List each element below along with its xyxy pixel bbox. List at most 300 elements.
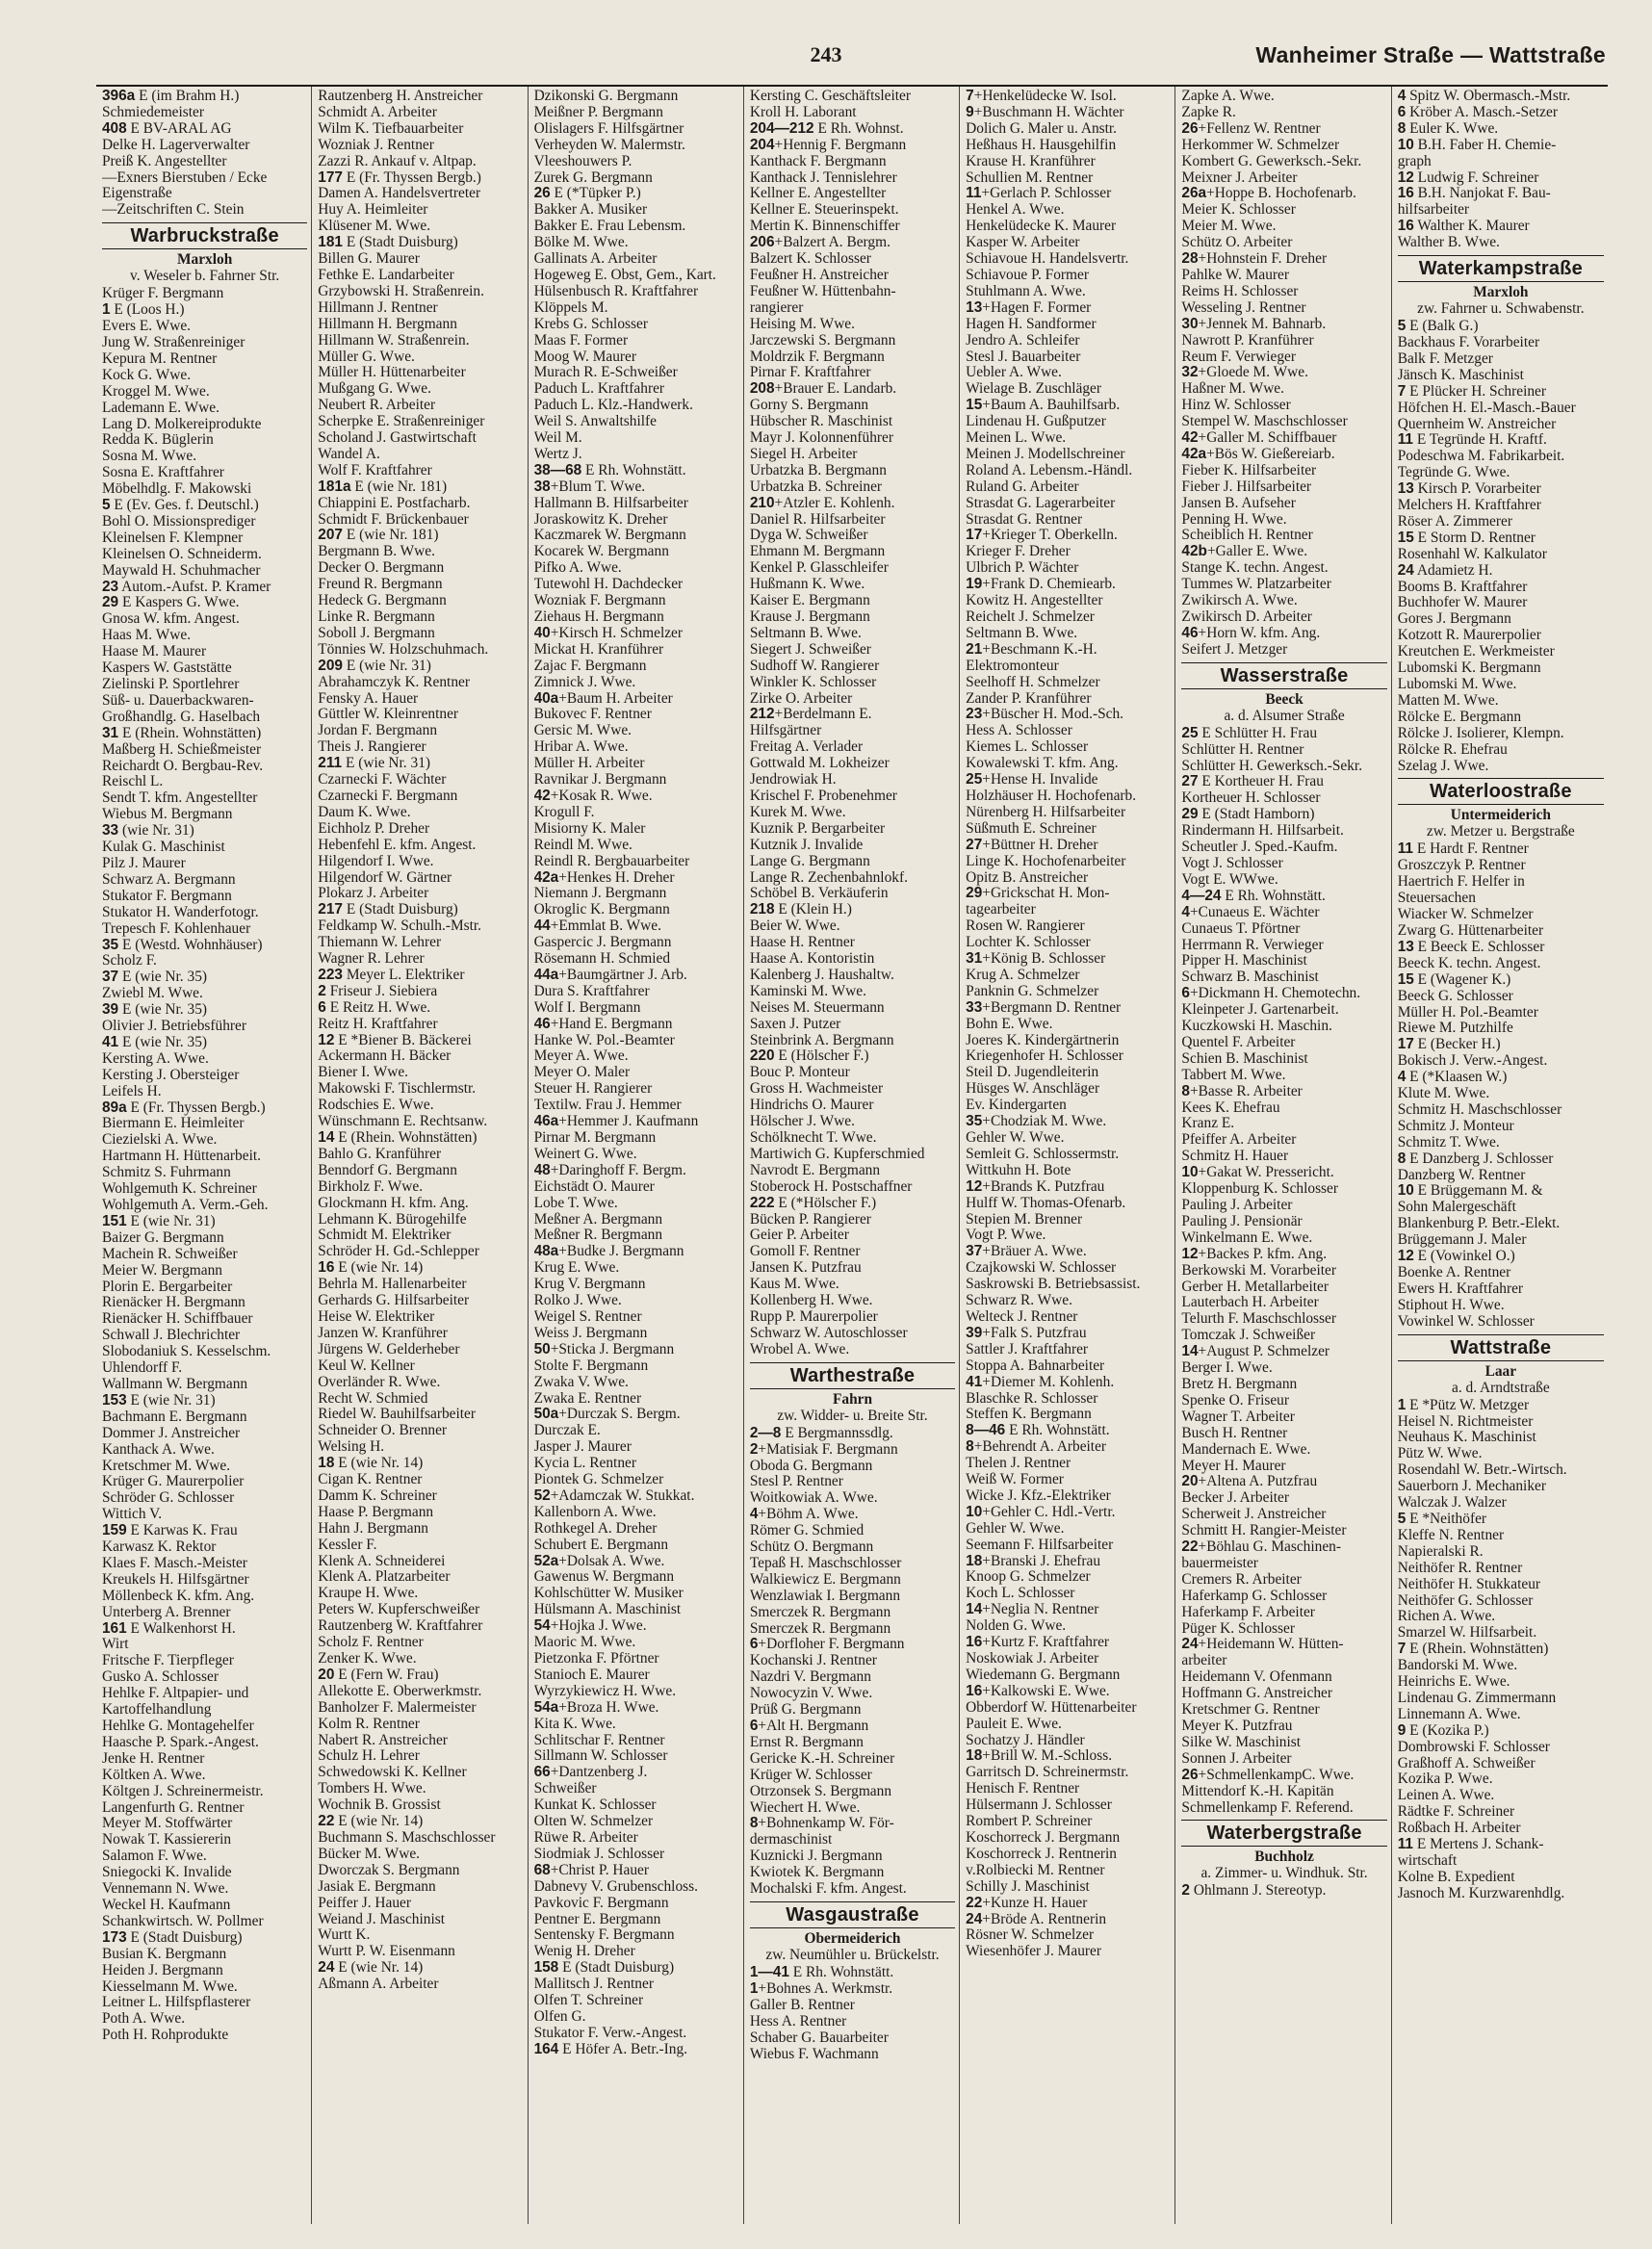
- directory-entry: Maywald H. Schuhmacher: [102, 562, 261, 579]
- directory-entry: 39+Falk S. Putzfrau: [966, 1325, 1087, 1341]
- house-number: 31: [966, 951, 983, 968]
- directory-entry: Vennemann N. Wwe.: [102, 1881, 229, 1898]
- house-number: 6: [1181, 986, 1190, 1002]
- directory-entry: Hess A. Rentner: [749, 2013, 847, 2029]
- directory-entry: Mallitsch J. Rentner: [533, 1977, 654, 1993]
- directory-entry: Kepura M. Rentner: [102, 350, 218, 367]
- directory-entry: Krüger G. Maurerpolier: [102, 1474, 245, 1490]
- directory-entry: Pirnar F. Kraftfahrer: [749, 365, 871, 381]
- directory-entry: Zazzi R. Ankauf v. Altpap.: [318, 153, 477, 169]
- directory-entry: Jendrowiak H.: [749, 772, 837, 788]
- street-title: Warbruckstraße: [102, 222, 307, 249]
- directory-column: [529, 87, 744, 2224]
- directory-entry: Kita K. Wwe.: [533, 1716, 616, 1732]
- directory-column: [312, 87, 528, 2224]
- directory-entry: Reichelt J. Schmelzer: [966, 609, 1095, 625]
- directory-entry: Haase A. Kontoristin: [749, 951, 875, 968]
- directory-entry: Kutznik J. Invalide: [749, 837, 864, 853]
- directory-entry: Stanioch E. Maurer: [533, 1667, 650, 1683]
- directory-entry: Kenkel P. Glasschleifer: [749, 560, 889, 577]
- directory-entry: Richen A. Wwe.: [1397, 1609, 1496, 1625]
- directory-entry: Cigan K. Rentner: [318, 1472, 423, 1488]
- running-head: Wanheimer Straße — Wattstraße: [1255, 42, 1606, 67]
- directory-entry: Stoberock H. Postschaffner: [749, 1178, 913, 1195]
- directory-entry: Henkelüdecke K. Maurer: [966, 219, 1117, 235]
- house-number: 211: [318, 756, 343, 772]
- directory-entry: 9+Buschmann H. Wächter: [966, 104, 1124, 120]
- directory-entry: Elektromonteur: [966, 658, 1059, 674]
- directory-entry: Seifert J. Metzger: [1181, 641, 1288, 658]
- directory-entry: Reims H. Schlosser: [1181, 283, 1299, 299]
- directory-entry: Hilgendorf I. Wwe.: [318, 853, 434, 869]
- house-number: 50: [533, 1341, 551, 1357]
- directory-entry: Plorin E. Bergarbeiter: [102, 1279, 233, 1295]
- directory-entry: 16+Kurtz F. Kraftfahrer: [966, 1635, 1110, 1651]
- directory-column: [960, 87, 1175, 2224]
- directory-entry: Stiphout H. Wwe.: [1397, 1297, 1505, 1313]
- directory-entry: Schütz O. Bergmann: [749, 1539, 874, 1556]
- directory-entry: Jürgens W. Gelderheber: [318, 1341, 460, 1357]
- directory-entry: 4+Böhm A. Wwe.: [749, 1507, 859, 1523]
- directory-entry: Gross H. Wachmeister: [749, 1081, 884, 1098]
- directory-entry: Jasper J. Maurer: [533, 1439, 632, 1456]
- street-location: a. d. Arndtstraße: [1451, 1379, 1550, 1396]
- directory-entry: 8 Euler K. Wwe.: [1397, 120, 1499, 137]
- directory-entry: Sendt T. kfm. Angestellter: [102, 790, 258, 807]
- house-number: 11: [966, 186, 982, 202]
- house-number: 7: [1397, 1642, 1407, 1658]
- directory-entry: Kartoffelhandlung: [102, 1702, 212, 1719]
- house-number: 37: [966, 1244, 983, 1260]
- directory-entry: Rienäcker H. Bergmann: [102, 1295, 245, 1311]
- house-number: 24: [318, 1960, 335, 1977]
- directory-entry: 29 E (Stadt Hamborn): [1181, 807, 1315, 823]
- directory-entry: 177 E (Fr. Thyssen Bergb.): [318, 169, 481, 186]
- directory-entry: Rosenhahl W. Kalkulator: [1397, 546, 1547, 562]
- directory-entry: Zwiebl M. Wwe.: [102, 986, 203, 1002]
- directory-entry: Zwikirsch D. Arbeiter: [1181, 609, 1312, 625]
- directory-entry: Römer G. Schmied: [749, 1523, 865, 1539]
- directory-entry: Jarczewski S. Bergmann: [749, 332, 896, 349]
- house-number: 16: [1397, 186, 1414, 202]
- directory-entry: Tomczak J. Schweißer: [1181, 1328, 1316, 1344]
- directory-entry: Schröder H. Gd.-Schlepper: [318, 1244, 479, 1260]
- directory-entry: Scheutler J. Sped.-Kaufm.: [1181, 840, 1338, 856]
- directory-entry: Wirt: [102, 1637, 129, 1653]
- house-number: 4: [1397, 89, 1407, 104]
- directory-entry: Steil D. Jugendleiterin: [966, 1065, 1099, 1081]
- directory-entry: Stukator H. Wanderfotogr.: [102, 904, 259, 920]
- directory-entry: Scherweit J. Anstreicher: [1181, 1507, 1327, 1523]
- directory-entry: Semleit G. Schlossermstr.: [966, 1146, 1120, 1162]
- directory-entry: 9 E (Kozika P.): [1397, 1722, 1489, 1739]
- street-title: Warthestraße: [750, 1362, 955, 1389]
- directory-entry: Zajac F. Bergmann: [533, 658, 647, 674]
- directory-entry: 209 E (wie Nr. 31): [318, 658, 431, 674]
- directory-entry: 52+Adamczak W. Stukkat.: [533, 1487, 695, 1504]
- directory-entry: Hüsges W. Anschläger: [966, 1081, 1100, 1098]
- directory-entry: Graßhoff A. Schweißer: [1397, 1755, 1536, 1771]
- house-number: 2: [749, 1441, 759, 1458]
- directory-entry: Martiwich G. Kupferschmied: [749, 1146, 925, 1162]
- directory-entry: Neithöfer R. Rentner: [1397, 1560, 1523, 1576]
- house-number: 10: [1397, 137, 1414, 153]
- directory-entry: Kuznik P. Bergarbeiter: [749, 820, 886, 837]
- directory-entry: Strasdat G. Rentner: [966, 511, 1083, 528]
- directory-entry: Rüwe R. Arbeiter: [533, 1829, 638, 1846]
- directory-entry: Kotzott R. Maurerpolier: [1397, 628, 1541, 644]
- directory-entry: Haase M. Maurer: [102, 644, 207, 660]
- directory-entry: 396a E (im Brahm H.): [102, 89, 240, 104]
- house-number: 6: [749, 1719, 759, 1734]
- directory-entry: 40a+Baum H. Arbeiter: [533, 690, 673, 707]
- directory-entry: Hülsermann J. Schlosser: [966, 1797, 1112, 1814]
- directory-entry: Röser A. Zimmerer: [1397, 513, 1512, 530]
- directory-entry: Vogt E. WWwe.: [1181, 871, 1278, 888]
- directory-entry: Oboda G. Bergmann: [749, 1458, 873, 1474]
- directory-entry: 38—68 E Rh. Wohnstätt.: [533, 462, 686, 478]
- directory-entry: 5 E (Balk G.): [1397, 319, 1479, 335]
- house-number: 159: [102, 1523, 127, 1539]
- directory-entry: Schütz O. Arbeiter: [1181, 235, 1293, 251]
- directory-entry: Kock G. Wwe.: [102, 367, 192, 383]
- directory-entry: Költgen J. Schreinermeistr.: [102, 1783, 264, 1799]
- directory-entry: Czarnecki F. Wächter: [318, 772, 447, 788]
- directory-entry: Linge K. Hochofenarbeiter: [966, 853, 1126, 869]
- house-number: 38—68: [533, 462, 582, 478]
- directory-entry: 28+Hohnstein F. Dreher: [1181, 251, 1328, 268]
- directory-entry: 37+Bräuer A. Wwe.: [966, 1244, 1087, 1260]
- directory-entry: Gaspercic J. Bergmann: [533, 935, 672, 951]
- directory-entry: 12+Brands K. Putzfrau: [966, 1178, 1105, 1195]
- directory-entry: Kiesselmann M. Wwe.: [102, 1978, 238, 1995]
- house-number: 181: [318, 235, 343, 251]
- directory-entry: Kaiser E. Bergmann: [749, 593, 870, 609]
- house-number: 6: [1397, 104, 1407, 120]
- street-location: v. Weseler b. Fahrner Str.: [130, 268, 280, 285]
- directory-entry: Heiden J. Bergmann: [102, 1962, 223, 1978]
- directory-entry: Klöppels M.: [533, 299, 608, 316]
- directory-entry: 151 E (wie Nr. 31): [102, 1213, 216, 1229]
- house-number: 54: [533, 1618, 551, 1635]
- directory-entry: Ziehaus H. Bergmann: [533, 609, 664, 625]
- house-number: 24: [1397, 562, 1414, 579]
- directory-entry: Feußner H. Anstreicher: [749, 267, 889, 283]
- house-number: 158: [533, 1960, 559, 1977]
- directory-entry: 181a E (wie Nr. 181): [318, 478, 448, 495]
- street-header: [1398, 1334, 1604, 1396]
- directory-entry: Lange R. Zechenbahnlokf.: [749, 869, 908, 886]
- house-number: 220: [749, 1048, 775, 1065]
- directory-entry: Kurek M. Wwe.: [749, 804, 846, 820]
- directory-entry: Joeres K. Kindergärtnerin: [966, 1032, 1120, 1048]
- directory-entry: 42b+Galler E. Wwe.: [1181, 544, 1308, 560]
- directory-entry: Höfchen H. El.-Masch.-Bauer: [1397, 400, 1576, 416]
- directory-entry: Hribar A. Wwe.: [533, 739, 629, 756]
- directory-entry: Pietzonka F. Pförtner: [533, 1651, 659, 1667]
- directory-entry: 52a+Dolsak A. Wwe.: [533, 1553, 665, 1569]
- directory-entry: Sochatzy J. Händler: [966, 1732, 1085, 1748]
- district-label: Buchholz: [1254, 1848, 1314, 1866]
- directory-entry: Steuersachen: [1397, 891, 1476, 907]
- directory-entry: Pahlke W. Maurer: [1181, 267, 1289, 283]
- directory-entry: Schmidt F. Brückenbauer: [318, 511, 469, 528]
- directory-entry: Tutewohl H. Dachdecker: [533, 577, 684, 593]
- directory-entry: Hahn J. Bergmann: [318, 1520, 428, 1537]
- directory-entry: Wurtt K.: [318, 1927, 371, 1944]
- directory-entry: v.Rolbiecki M. Rentner: [966, 1862, 1105, 1878]
- directory-entry: 68+Christ P. Hauer: [533, 1862, 649, 1878]
- directory-entry: Hillmann H. Bergmann: [318, 316, 457, 332]
- directory-entry: Berger I. Wwe.: [1181, 1360, 1273, 1377]
- directory-entry: Haertrich F. Helfer in: [1397, 874, 1525, 891]
- directory-entry: Olten W. Schmelzer: [533, 1814, 654, 1830]
- directory-entry: Haferkamp G. Schlosser: [1181, 1588, 1328, 1604]
- directory-entry: Soboll J. Bergmann: [318, 625, 435, 641]
- directory-entry: Bandorski M. Wwe.: [1397, 1658, 1518, 1674]
- directory-entry: 41+Diemer M. Kohlenh.: [966, 1374, 1115, 1390]
- directory-entry: Nawrott P. Kranführer: [1181, 332, 1314, 349]
- directory-entry: Bücker M. Wwe.: [318, 1846, 420, 1862]
- directory-entry: 8+Bohnenkamp W. För-: [749, 1816, 894, 1832]
- directory-entry: Klaes F. Masch.-Meister: [102, 1555, 247, 1571]
- directory-entry: Joraskowitz K. Dreher: [533, 511, 668, 528]
- directory-entry: Schulz H. Lehrer: [318, 1748, 420, 1765]
- district-label: Marxloh: [1473, 284, 1529, 301]
- directory-entry: Tombers H. Wwe.: [318, 1781, 426, 1797]
- directory-entry: Müller H. Hüttenarbeiter: [318, 365, 466, 381]
- directory-entry: Smerczek R. Bergmann: [749, 1604, 891, 1620]
- directory-entry: Steffen K. Bergmann: [966, 1407, 1092, 1423]
- house-number: 5: [1397, 1511, 1407, 1527]
- directory-entry: Decker O. Bergmann: [318, 560, 445, 577]
- directory-entry: Boenke A. Rentner: [1397, 1265, 1511, 1280]
- directory-entry: 2 Friseur J. Siebiera: [318, 983, 438, 999]
- directory-entry: Hölscher J. Wwe.: [749, 1114, 855, 1130]
- street-title: Waterloostraße: [1398, 778, 1604, 805]
- directory-entry: Ehmann M. Bergmann: [749, 544, 886, 560]
- directory-entry: 31 E (Rhein. Wohnstätten): [102, 725, 262, 741]
- directory-entry: Zurek G. Bergmann: [533, 169, 653, 186]
- directory-entry: Mertin K. Binnenschiffer: [749, 219, 900, 235]
- directory-entry: Wittkuhn H. Bote: [966, 1162, 1071, 1178]
- directory-entry: Welsing H.: [318, 1439, 385, 1456]
- directory-entry: Trepesch F. Kohlenhauer: [102, 920, 251, 937]
- directory-entry: Poth A. Wwe.: [102, 2011, 186, 2028]
- directory-entry: Kroggel M. Wwe.: [102, 383, 210, 400]
- directory-entry: Pirnar M. Bergmann: [533, 1130, 657, 1146]
- directory-entry: 218 E (Klein H.): [749, 902, 852, 918]
- directory-entry: Kocarek W. Bergmann: [533, 544, 669, 560]
- house-number: 28: [1181, 251, 1199, 268]
- directory-entry: hilfsarbeiter: [1397, 202, 1470, 219]
- directory-entry: 42a+Henkes H. Dreher: [533, 869, 675, 886]
- directory-entry: Hallmann B. Hilfsarbeiter: [533, 495, 688, 511]
- house-number: 209: [318, 658, 343, 674]
- house-number: 12: [1181, 1246, 1199, 1262]
- directory-entry: 20+Altena A. Putzfrau: [1181, 1474, 1318, 1490]
- directory-entry: Kaspers W. Gaststätte: [102, 660, 232, 677]
- directory-entry: Scholz F.: [102, 953, 157, 969]
- directory-entry: Rösemann H. Schmied: [533, 951, 671, 968]
- directory-entry: Fensky A. Hauer: [318, 690, 419, 707]
- directory-entry: Beeck G. Schlosser: [1397, 988, 1513, 1004]
- page-number: 243: [810, 42, 842, 66]
- house-number: 10: [1181, 1165, 1199, 1181]
- directory-entry: Jung W. Straßenreiniger: [102, 334, 245, 350]
- directory-entry: Blankenburg P. Betr.-Elekt.: [1397, 1216, 1561, 1232]
- directory-entry: Klute M. Wwe.: [1397, 1086, 1490, 1102]
- house-number: 16: [318, 1260, 335, 1277]
- directory-entry: Lademann E. Wwe.: [102, 400, 219, 416]
- directory-entry: Hehlke F. Altpapier- und: [102, 1686, 249, 1702]
- directory-entry: Gehler W. Wwe.: [966, 1520, 1065, 1537]
- directory-entry: Dabnevy V. Grubenschloss.: [533, 1878, 698, 1895]
- directory-entry: Maoric M. Wwe.: [533, 1635, 636, 1651]
- directory-entry: Herkommer W. Schmelzer: [1181, 137, 1340, 153]
- house-number: 18: [966, 1553, 983, 1569]
- house-number: 48a: [533, 1244, 559, 1260]
- directory-entry: Wolf I. Bergmann: [533, 999, 641, 1016]
- directory-entry: Walther B. Wwe.: [1397, 235, 1500, 251]
- directory-entry: Czajkowski W. Schlosser: [966, 1260, 1117, 1277]
- house-number: 1: [1397, 1397, 1407, 1413]
- directory-entry: Buchmann S. Maschschlosser: [318, 1829, 496, 1846]
- directory-entry: 26+Fellenz W. Rentner: [1181, 120, 1321, 137]
- directory-entry: 25+Hense H. Invalide: [966, 772, 1098, 788]
- directory-entry: Kellner E. Steuerinspekt.: [749, 202, 899, 219]
- directory-entry: Nowocyzin V. Wwe.: [749, 1686, 873, 1702]
- house-number: 50a: [533, 1407, 559, 1423]
- directory-entry: Winkler K. Schlosser: [749, 674, 877, 690]
- directory-entry: Roßbach H. Arbeiter: [1397, 1821, 1521, 1837]
- directory-entry: Zwarg G. Hüttenarbeiter: [1397, 922, 1544, 939]
- directory-entry: Wyrzykiewicz H. Wwe.: [533, 1683, 677, 1699]
- directory-entry: Billen G. Maurer: [318, 251, 420, 268]
- directory-entry: 6 E Reitz H. Wwe.: [318, 999, 431, 1016]
- directory-entry: Leinen A. Wwe.: [1397, 1788, 1495, 1804]
- district-label: Laar: [1484, 1362, 1517, 1380]
- directory-entry: Schweißer: [533, 1781, 597, 1797]
- directory-entry: Zander P. Kranführer: [966, 690, 1092, 707]
- directory-entry: graph: [1397, 153, 1432, 169]
- street-header: [1398, 778, 1604, 840]
- directory-entry: Henkel A. Wwe.: [966, 202, 1065, 219]
- directory-entry: wirtschaft: [1397, 1853, 1458, 1869]
- directory-entry: 217 E (Stadt Duisburg): [318, 902, 458, 918]
- directory-entry: 4—24 E Rh. Wohnstätt.: [1181, 888, 1326, 904]
- directory-entry: Kleinpeter J. Gartenarbeit.: [1181, 1002, 1339, 1019]
- directory-entry: Schmidt M. Elektriker: [318, 1228, 452, 1244]
- house-number: 25: [966, 772, 983, 788]
- house-number: 89a: [102, 1099, 127, 1116]
- directory-entry: Kreukels H. Hilfsgärtner: [102, 1571, 249, 1588]
- directory-entry: Meyer O. Maler: [533, 1065, 631, 1081]
- directory-entry: Roland A. Lebensm.-Händl.: [966, 462, 1133, 478]
- directory-entry: 220 E (Hölscher F.): [749, 1048, 869, 1065]
- directory-entry: Schlütter H. Gewerksch.-Sekr.: [1181, 758, 1363, 774]
- directory-entry: 14+Neglia N. Rentner: [966, 1602, 1099, 1618]
- directory-entry: Knoop G. Schmelzer: [966, 1569, 1091, 1586]
- directory-entry: Lang D. Molkereiprodukte: [102, 416, 262, 432]
- directory-entry: Bukovec F. Rentner: [533, 707, 652, 723]
- house-number: 33: [102, 823, 119, 840]
- directory-entry: 48+Daringhoff F. Bergm.: [533, 1162, 686, 1178]
- directory-entry: 29 E Kaspers G. Wwe.: [102, 595, 240, 611]
- house-number: 42a: [1181, 446, 1207, 462]
- directory-entry: Olfen T. Schreiner: [533, 1993, 644, 2009]
- directory-entry: Seltmann B. Wwe.: [966, 625, 1078, 641]
- directory-entry: Kasper W. Arbeiter: [966, 235, 1080, 251]
- district-label: Untermeiderich: [1450, 807, 1551, 824]
- directory-entry: Sonnen J. Arbeiter: [1181, 1750, 1292, 1767]
- directory-entry: Gores J. Bergmann: [1397, 611, 1511, 628]
- directory-entry: Kanthack F. Bergmann: [749, 153, 887, 169]
- district-label: Obermeiderich: [804, 1929, 901, 1947]
- directory-entry: Pavkovic F. Bergmann: [533, 1895, 669, 1911]
- directory-entry: Krug E. Wwe.: [533, 1260, 620, 1277]
- directory-entry: Schmellenkamp F. Referend.: [1181, 1799, 1354, 1816]
- directory-entry: Lange G. Bergmann: [749, 853, 870, 869]
- directory-entry: Mußgang G. Wwe.: [318, 381, 431, 398]
- directory-entry: Dolich G. Maler u. Anstr.: [966, 120, 1118, 137]
- directory-entry: Daniel R. Hilfsarbeiter: [749, 511, 886, 528]
- house-number: 52: [533, 1487, 551, 1504]
- directory-entry: Zirke O. Arbeiter: [749, 690, 853, 707]
- directory-entry: Dommer J. Anstreicher: [102, 1425, 241, 1441]
- directory-entry: Bouc P. Monteur: [749, 1065, 850, 1081]
- directory-entry: 12 E (Vowinkel O.): [1397, 1249, 1515, 1265]
- page-header: [0, 0, 1652, 67]
- directory-entry: Kochanski J. Rentner: [749, 1653, 877, 1669]
- directory-entry: Damen A. Handelsvertreter: [318, 186, 481, 202]
- directory-entry: 27+Büttner H. Dreher: [966, 837, 1098, 853]
- directory-entry: Ewers H. Kraftfahrer: [1397, 1280, 1524, 1297]
- directory-entry: Keul W. Kellner: [318, 1357, 415, 1374]
- directory-entry: Uebler A. Wwe.: [966, 365, 1062, 381]
- directory-entry: Hartmann H. Hüttenarbeit.: [102, 1149, 261, 1165]
- directory-entry: 210+Atzler E. Kohlenh.: [749, 495, 895, 511]
- directory-entry: Kaczmarek W. Bergmann: [533, 528, 686, 544]
- directory-entry: Bretz H. Bergmann: [1181, 1376, 1298, 1392]
- directory-entry: Wochnik B. Grossist: [318, 1797, 441, 1814]
- directory-entry: 39 E (wie Nr. 35): [102, 1002, 208, 1019]
- directory-entry: Rindermann H. Hilfsarbeit.: [1181, 823, 1344, 840]
- directory-entry: Reindl M. Wwe.: [533, 837, 632, 853]
- directory-entry: Hillmann W. Straßenrein.: [318, 332, 470, 349]
- directory-entry: 50a+Durczak S. Bergm.: [533, 1407, 681, 1423]
- directory-entry: Stoppa A. Bahnarbeiter: [966, 1357, 1105, 1374]
- directory-entry: Penning H. Wwe.: [1181, 511, 1287, 528]
- street-title: Wasgaustraße: [750, 1901, 955, 1928]
- directory-entry: Weil S. Anwaltshilfe: [533, 414, 657, 430]
- directory-entry: Sillmann W. Schlosser: [533, 1748, 668, 1765]
- directory-entry: Bakker A. Musiker: [533, 202, 648, 219]
- directory-entry: Poth H. Rohprodukte: [102, 2028, 229, 2044]
- directory-entry: Olfen G.: [533, 2008, 586, 2025]
- directory-entry: 1—41 E Rh. Wohnstätt.: [749, 1964, 894, 1980]
- house-number: 31: [102, 725, 119, 741]
- directory-entry: Püger K. Schlosser: [1181, 1620, 1295, 1637]
- directory-entry: Heise W. Elektriker: [318, 1308, 435, 1325]
- house-number: 39: [966, 1325, 983, 1341]
- house-number: 206: [749, 235, 775, 251]
- directory-entry: Meßner A. Bergmann: [533, 1211, 663, 1228]
- directory-entry: Weiss J. Bergmann: [533, 1325, 648, 1341]
- directory-entry: Koschorreck J. Rentnerin: [966, 1846, 1117, 1862]
- directory-entry: 10+Gakat W. Pressericht.: [1181, 1165, 1334, 1181]
- directory-entry: Pifko A. Wwe.: [533, 560, 622, 577]
